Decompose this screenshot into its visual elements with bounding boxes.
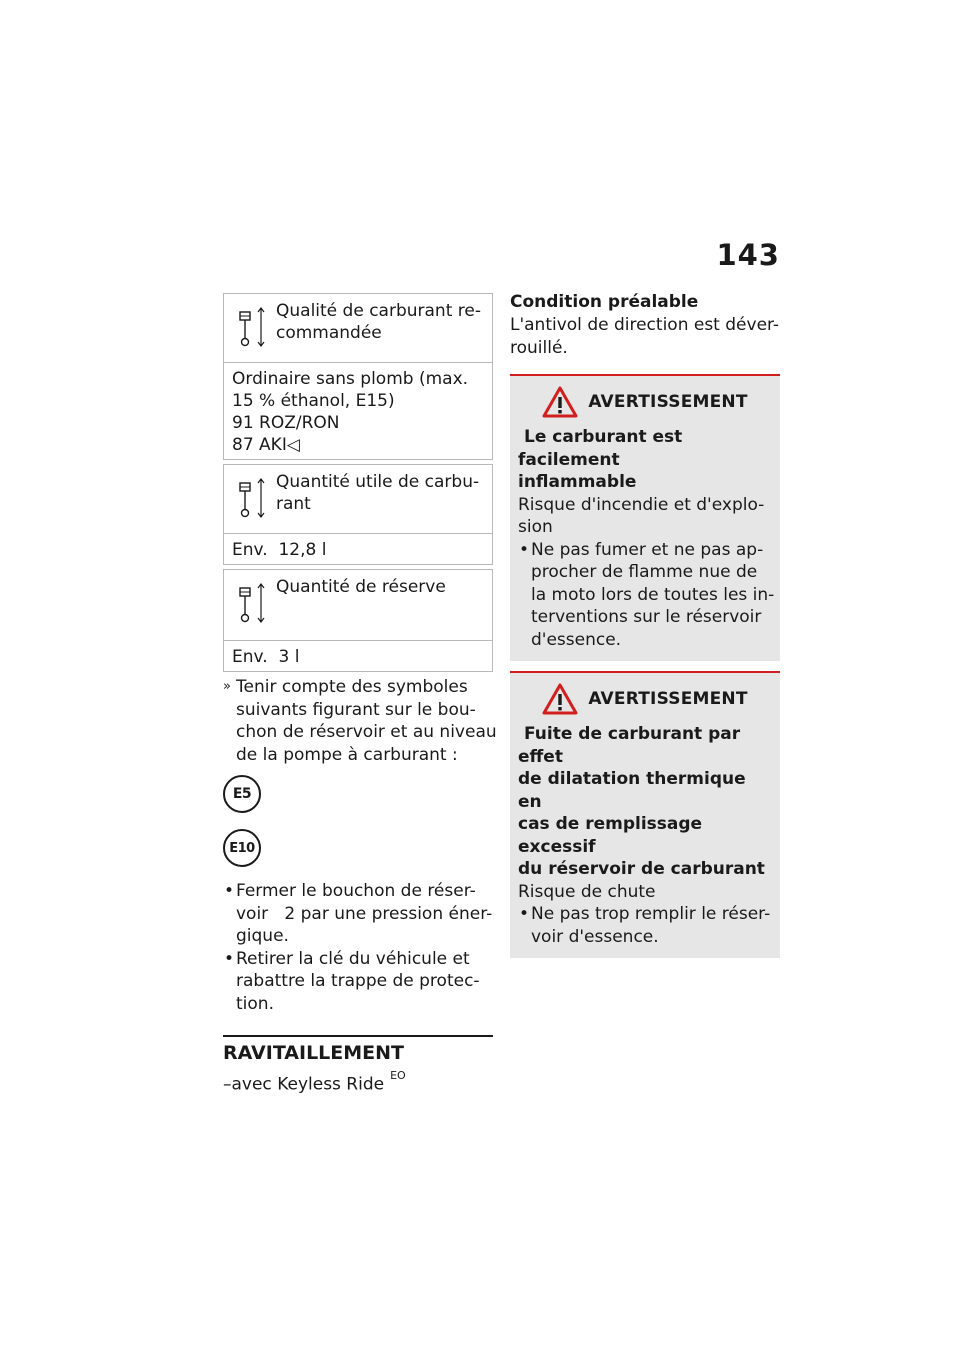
optional-equipment-mark: EO bbox=[390, 1069, 406, 1082]
bullet-line: voir 2 par une pression éner- bbox=[236, 903, 493, 924]
warning-title-line bbox=[518, 723, 772, 768]
warning-consequence bbox=[518, 494, 772, 539]
warning-title-line: cas de remplissage excessif bbox=[518, 814, 703, 857]
condition-line: L'antivol de direction est déver- bbox=[510, 315, 780, 335]
section-divider bbox=[223, 1035, 493, 1037]
subtitle-text: –avec Keyless Ride bbox=[223, 1074, 385, 1095]
condition-text bbox=[510, 314, 780, 360]
bullet-marker: • bbox=[519, 904, 530, 924]
warning-bullet-line: Ne pas fumer et ne pas ap- bbox=[531, 539, 764, 560]
spec-usable-fuel bbox=[223, 464, 493, 565]
instruction-marker: » bbox=[223, 679, 231, 694]
warning-header bbox=[518, 683, 772, 715]
warning-label: AVERTISSEMENT bbox=[588, 392, 748, 412]
page-number: 143 bbox=[716, 238, 780, 272]
spec-fuel-quality bbox=[223, 293, 493, 460]
fuel-pump-icon bbox=[236, 582, 266, 630]
bullet-line: Retirer la clé du véhicule et bbox=[236, 948, 470, 969]
warning-title-line: inflammable bbox=[518, 472, 637, 492]
warning-bullet-line: procher de flamme nue de bbox=[531, 562, 758, 582]
section-title: RAVITAILLEMENT bbox=[223, 1042, 405, 1064]
spec-reserve-fuel bbox=[223, 569, 493, 672]
spec-header bbox=[224, 294, 492, 363]
warning-title bbox=[518, 426, 772, 494]
warning-consequence bbox=[518, 881, 772, 904]
e10-fuel-symbol-icon: E10 bbox=[223, 829, 261, 867]
warning-bullet bbox=[518, 539, 775, 652]
warning-title-line bbox=[518, 426, 772, 471]
spec-title bbox=[266, 471, 484, 515]
spec-title-line: rant bbox=[276, 494, 311, 514]
spec-title-line: Quantité utile de carbu- bbox=[276, 472, 480, 492]
right-column bbox=[510, 291, 780, 958]
bullet-line: rabattre la trappe de protec- bbox=[236, 971, 480, 991]
warning-triangle-icon bbox=[542, 386, 578, 418]
spec-value-line: 91 ROZ/RON bbox=[232, 413, 340, 433]
spec-title-line: Qualité de carburant re- bbox=[276, 301, 481, 321]
bullet-line: tion. bbox=[236, 993, 274, 1014]
warning-bullet-line: voir d'essence. bbox=[531, 926, 659, 947]
spec-value-line: 15 % éthanol, E15) bbox=[232, 391, 395, 411]
warning-header bbox=[518, 386, 772, 418]
bullet-item bbox=[223, 880, 493, 948]
spec-value bbox=[224, 641, 492, 671]
warning-label: AVERTISSEMENT bbox=[588, 689, 748, 709]
bullet-marker: • bbox=[224, 948, 235, 969]
warning-text-line: Risque d'incendie et d'explo- bbox=[518, 494, 765, 515]
section-subtitle bbox=[223, 1067, 493, 1098]
warning-box bbox=[510, 374, 780, 661]
fuel-pump-icon bbox=[236, 306, 266, 354]
instruction-step bbox=[223, 676, 497, 766]
badge-row bbox=[223, 770, 493, 818]
spec-value bbox=[224, 363, 492, 459]
badge-row bbox=[223, 824, 493, 872]
bullet-item bbox=[223, 948, 493, 1016]
spec-title-line: Quantité de réserve bbox=[276, 577, 446, 597]
spec-title bbox=[266, 300, 484, 344]
warning-title-text: Le carburant est facilement bbox=[518, 427, 683, 470]
warning-title-line: de dilatation thermique en bbox=[518, 769, 746, 812]
spec-title-line: commandée bbox=[276, 323, 382, 343]
warning-bullet-line: la moto lors de toutes les in- bbox=[531, 584, 775, 605]
spec-value-line: 87 AKI◁ bbox=[232, 435, 300, 455]
warning-bullet-line: d'essence. bbox=[531, 629, 622, 650]
warning-text-line: sion bbox=[518, 517, 553, 537]
instruction-line: Tenir compte des symboles bbox=[236, 677, 468, 697]
warning-box bbox=[510, 671, 780, 958]
bullet-marker: • bbox=[519, 539, 530, 560]
fuel-pump-icon bbox=[236, 477, 266, 525]
spec-value-line: Env. 12,8 l bbox=[232, 540, 327, 560]
spec-header bbox=[224, 570, 492, 641]
spec-value bbox=[224, 534, 492, 564]
e5-fuel-symbol-icon: E5 bbox=[223, 775, 261, 813]
instruction-line: de la pompe à carburant : bbox=[236, 744, 458, 765]
bullet-line: gique. bbox=[236, 926, 289, 946]
condition-title: Condition préalable bbox=[510, 292, 699, 312]
warning-title-line: du réservoir de carburant bbox=[518, 859, 765, 879]
spec-value-line: Ordinaire sans plomb (max. bbox=[232, 369, 469, 389]
instruction-line: chon de réservoir et au niveau bbox=[236, 722, 497, 742]
condition-line: rouillé. bbox=[510, 338, 568, 358]
instruction-line: suivants figurant sur le bou- bbox=[236, 699, 476, 720]
warning-title bbox=[518, 723, 772, 881]
spec-header bbox=[224, 465, 492, 534]
warning-bullet-line: terventions sur le réservoir bbox=[531, 607, 762, 627]
spec-title bbox=[266, 576, 484, 598]
spec-value-line: Env. 3 l bbox=[232, 647, 300, 667]
left-column bbox=[223, 293, 497, 1098]
bullet-marker: • bbox=[224, 881, 235, 901]
warning-bullet bbox=[518, 903, 772, 948]
warning-title-text: Fuite de carburant par effet bbox=[518, 724, 741, 767]
bullet-line: Fermer le bouchon de réser- bbox=[236, 881, 476, 901]
warning-text-line: Risque de chute bbox=[518, 881, 656, 902]
warning-triangle-icon bbox=[542, 683, 578, 715]
warning-bullet-line: Ne pas trop remplir le réser- bbox=[531, 904, 771, 924]
